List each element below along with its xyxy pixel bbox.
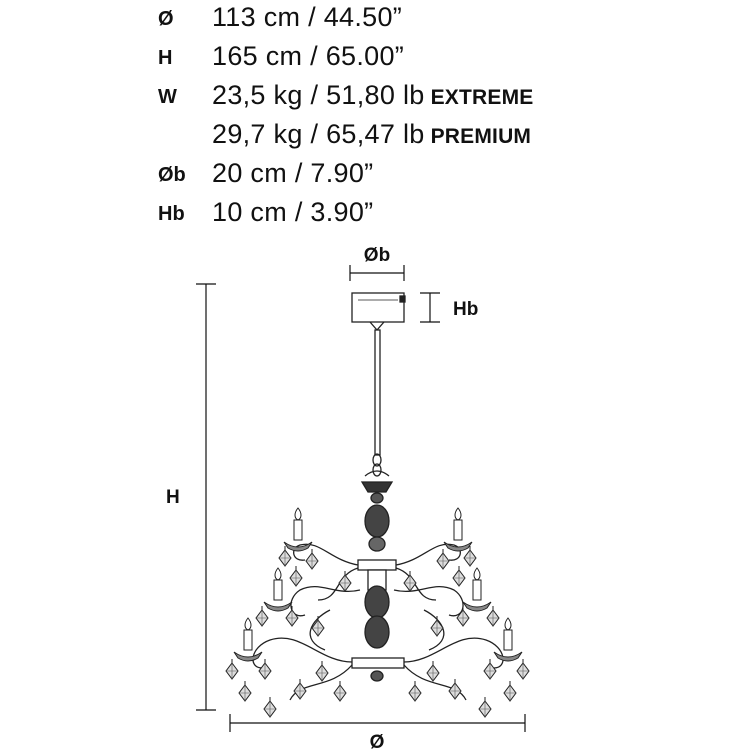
- stem-ball: [365, 505, 389, 537]
- chandelier: [253, 293, 503, 700]
- spec-version: PREMIUM: [430, 125, 532, 148]
- spec-value: 165 cm / 65.00”: [212, 41, 405, 71]
- base-height-label: Hb: [453, 299, 479, 320]
- spec-value-text: 29,7 kg / 65,47 lb: [212, 119, 425, 149]
- spec-label: Øb: [158, 164, 186, 186]
- spec-value-text: 23,5 kg / 51,80 lb: [212, 80, 425, 110]
- base-height-dimension: [420, 293, 478, 322]
- spec-value: 113 cm / 44.50”: [212, 2, 403, 32]
- base-diameter-dimension: [350, 245, 404, 281]
- spec-value: 10 cm / 3.90”: [212, 197, 374, 227]
- diameter-label: Ø: [369, 732, 385, 753]
- height-label: H: [166, 487, 180, 508]
- lower-ring: [352, 658, 404, 668]
- diameter-dimension: [230, 714, 525, 753]
- ceiling-canopy: [352, 293, 404, 322]
- suspension-rod: [375, 330, 380, 455]
- height-dimension: [166, 284, 216, 710]
- spec-value: 20 cm / 7.90”: [212, 158, 374, 188]
- spec-label: Hb: [158, 203, 185, 225]
- spec-label: Ø: [158, 8, 174, 30]
- spec-version: EXTREME: [430, 86, 534, 109]
- base-diameter-label: Øb: [363, 245, 391, 266]
- spec-label: W: [158, 86, 177, 108]
- spec-label: H: [158, 47, 173, 69]
